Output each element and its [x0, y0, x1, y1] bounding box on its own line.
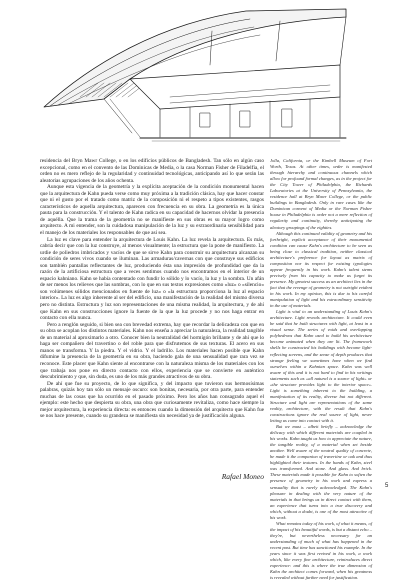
- spanish-paragraph: La luz es clave para entender la arquitectura de Louis Kahn. La luz revela la arquitectura. Es más, cabría decir que con la luz construye, al menos visualmente; la estructura que la pone de manifiesto. La urdie de poliedros imbricados y vacíos de que se sirve Kahn para construir su arquitectura alcanzan su condición de seres vivos cuando se iluminan. Las armaduras/cavernas con que construye sus edificios son también pantallas reflectantes de luz, produciendo ésta una impresión de profundidad que da la razón de la artificiosa estructura que a veces sentimos cuando nos encontramos en el interior de un espacio kahniano. Kahn se había contentado con fundir lo sólido y lo vacío, la luz y la sombra. Un afán de ser menos los relieves que las sombras, con lo que en sus textos expresiones como «luz» o «silencio» son volúmenes sólidos mencionados en fuente de luz» o «la estructura proporciona la luz al espacio interior». La luz es algo inherente al ser del edificio, una manifestación de la realidad del mismo diversa pero no distinta. Estructura y luz son representaciones de una misma realidad, la arquitectura, y de ahí que Kahn en sus construcciones ignore la fuente de la que la luz procede y no nos haga entrar en contacto con ella nunca.: [40, 236, 264, 322]
- spanish-paragraph: residencia del Bryn Mawr College, o en los edificios públicos de Bangladesh. Tan sólo en algún caso excepcional, como en el convento de las Dominicas de Media, o la casa Norman Fisher de Filadelfia, el orden no es mero reflejo de la regularidad y continuidad tecnológicas, anticipando así lo que serán las aleatorias agrupaciones de los años ochenta.: [40, 158, 264, 184]
- spanish-paragraph: Aunque esta vigencia de la geometría y la explícita aceptación de la condición monumental hacen que la arquitectura de Kahn pueda verse como muy próxima a la tradición clásica, hay que hacer constar que ni el gusto por el tratado como matriz de la composición ni el respeto a tipos existentes, rasgos característicos de aquella arquitectura, aparecen con frecuencia en su obra. La geometría es la única pauta para la construcción. Y el talento de Kahn radica en su capacidad de hacernos olvidar la presencia de aquélla. Que la trama de la geometría no se manifieste en sus obras es su mayor logro como arquitecto. A mi entender, son la cuidadosa manipulación de la luz y su extraordinaria sensibilidad para el manejo de los materiales los responsables de que así sea.: [40, 184, 264, 237]
- spanish-text-column: [40, 158, 264, 420]
- english-paragraph: But we must – albeit briefly – acknowledge the delicacy with which different materials are coupled in his works. Kahn taught us how to appreciate the nature, the tangible reality, of a material when set beside another. Well aware of the neutral quality of concrete, he made it the companion of travertine or oak and thus highlighted their textures. In the hands of Kahn, steel was transformed. And stone. And glass. And brick. These materials made it possible for Kahn to soften the presence of geometry in his work and express a sensuality that is rarely acknowledged. The Kahn's pleasure in dealing with the very nature of the materials in that brings us in direct contact with them, an experience that turns into a true discovery and which, without a doubt, is one of the most attractive of his work.: [270, 424, 372, 520]
- english-text-column: [270, 158, 372, 581]
- spanish-paragraph: Pero a renglón seguido, si bien sea con brevedad extrema, hay que recordar la delicadeza con que en su obra se acoplan los distintos materiales. Kahn nos enseña a apreciar la naturaleza, la realidad tangible de un material al aproximarlo a otro. Conocer bien la neutralidad del hormigón brillante y de ahí que lo haga ser compañero del travertino o del roble para que disfrutemos de sus texturas. El acero en sus manos se transforma. Y la piedra. Y el vidrio. Y el ladrillo. Los materiales hacen posible que Kahn difumine la presencia de la geometría en su obra, haciendo gala de una sensualidad que rara vez se reconoce. Este placer que Kahn siente al encontrarse con la naturaleza misma de los materiales con los que trabaja nos pone en directo contacto con ellos, experiencia que se convierte en auténtico descubrimiento y que, sin duda, es uno de los más grandes atractivos de su obra.: [40, 321, 264, 381]
- english-paragraph: Although this continued validity of geometry and his forthright, explicit acceptance of their monumental condition can cause Kahn's architecture to be seen as being close to classical tradition, neither classical architecture's preference for layout as matrix of composition nor its respect for existing typologies appear frequently in his work. Kahn's talent stems precisely from his capacity to make us forget its presence. My greatest success as an architect lies in the fact that the revenge of geometry is not outright evident in his work. In my opinion, this is due to his careful manipulation of light and his extraordinary sensitivity in the use of materials.: [270, 230, 372, 309]
- english-paragraph: Jolla, California, or the Kimbell Museum of Fort Worth, Texas. At other times, order is manifested through hierarchy and continuous channels which allow for profound formal changes, as in the project for the City Tower of Philadelphia, the Richards Laboratories at the University of Pennsylvania, the residence hall at Bryn Mawr College, or the public buildings in Bangladesh. Only in rare cases like the Dominican convent of Media or the Norman Fisher house in Philadelphia is order not a mere reflection of regularity and continuity, thereby anticipating the aleatory groupings of the eighties.: [270, 158, 372, 230]
- page-number: 5: [385, 483, 389, 489]
- spanish-paragraph: De ahí que fue su proyecto, de lo que significa, y del impacto que tuvieron sus hermosísimas palabras, quizás hoy tan sólo un mensaje oscuro: son bonitas, necesaria, por otra parte, para entender muchas de las cosas que ha ocurrido en el pasado próximo. Pero los años han consagrado aquel el ejemplo: este hecho que despierta su obra, una obra que curiosamente revitaliza, como hace siempre la mejor arquitectura, la experiencia directa: es entonces cuando la dimensión del arquitecto que Kahn fue se nos hace presente, cuando su grandeza se manifiesta sin necesidad ya de justificación alguna.: [40, 380, 264, 420]
- english-paragraph: What remains today of his work, of what it means, of the impact of his beautiful words, is but a distant echo – they're, but nevertheless necessary for an understanding of much of what has happened in the recent past. But time has sanctioned his example. In the years since it was first revived in his work, a work which, like every fine architecture, reintroduces direct experience: and this is where the true dimension of Kahn the architect comes forward, when his greatness is revealed without further need for justification.: [270, 520, 372, 581]
- author-signature: Rafael Moneo: [221, 472, 264, 481]
- architectural-section-drawing: [40, 5, 352, 153]
- english-paragraph: Light is vital to an understanding of Louis Kahn's architecture. Light reveals architecture. It could even be said that he built structures with light, at least in a visual sense. The series of voids and overlapping polyhedrons that Kahn used to build his architecture become animated when they are lit. The framework shells he constructed his buildings with become light-reflecting screens, and the sense of depth produces that strange feeling we sometimes have when we find ourselves within a Kahnian space. Kahn was well aware of this and it is not hard to find in his writings statements such as «all natural is a source of light» or «the structure provides light to the interior space». Light is something inherent to the building, a manifestation of its reality, diverse but not different. Structure and light are representations of the same reality, architecture, with the result that Kahn's constructions ignore the real source of light, never letting us come into contact with it.: [270, 309, 372, 424]
